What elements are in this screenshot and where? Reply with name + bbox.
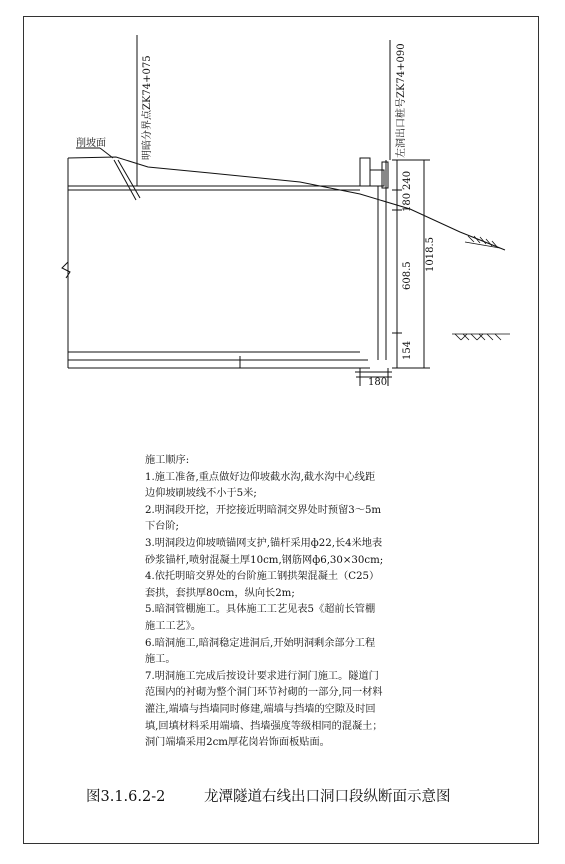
dim-180-horizontal: 180 <box>368 377 388 388</box>
dim-180-vertical: 180 <box>402 192 413 212</box>
dim-240: 240 <box>402 170 413 190</box>
notes-step-1: 1.施工准备,重点做好边仰坡截水沟,截水沟中心线距边仰坡刷坡线不小于5米; <box>145 471 376 500</box>
portal-cap <box>382 162 388 188</box>
portal-wall <box>360 158 370 186</box>
slope-face-label: 削坡面 <box>76 138 106 149</box>
notes-title: 施工顺序: <box>145 455 190 466</box>
notes-step-7: 7.明洞施工完成后按设计要求进行洞门施工。隧道门范围内的衬砌为整个洞门环节衬砌的一部分,同一材料灌注,端墙与挡墙同时修建,端墙与挡墙的空隙及时回填,回填材料采用端墙、挡墙强度等级相同的混凝土；洞门端墙采用2cm厚花岗岩饰面板贴面。 <box>145 670 383 749</box>
figure-title: 龙潭隧道右线出口洞口段纵断面示意图 <box>204 789 451 805</box>
figure-number: 图3.1.6.2-2 <box>86 789 166 805</box>
dim-1018: 1018.5 <box>425 237 436 272</box>
notes-step-3: 3.明洞段边仰坡喷锚网支护,锚杆采用ф22,长4米地表砂浆锚杆,喷射混凝土厚10cm,钢筋网ф6,30×30cm; <box>145 537 384 566</box>
notes-step-4: 4.依托明暗交界处的台阶施工钢拱架混凝土（C25）套拱，套拱厚80cm，纵向长2m; <box>145 571 380 599</box>
slope-cut-face <box>114 160 136 200</box>
figure-caption <box>86 785 506 806</box>
dim-608: 608.5 <box>402 261 413 290</box>
boundary-station-label: 明暗分界点ZK74+075 <box>142 55 153 160</box>
ground-hatch-lower <box>452 334 510 340</box>
notes-step-2: 2.明洞段开挖，开挖接近明暗洞交界处时预留3～5m下台阶; <box>145 504 382 533</box>
notes-step-5: 5.暗洞管棚施工。具体施工工艺见表5《超前长管棚施工工艺》。 <box>145 604 376 632</box>
tunnel-left-break <box>62 262 70 278</box>
construction-notes <box>145 453 385 752</box>
ground-line <box>68 157 505 250</box>
notes-step-6: 6.暗洞施工,暗洞稳定进洞后,开始明洞剩余部分工程施工。 <box>145 637 376 666</box>
dim-154: 154 <box>402 340 413 360</box>
portal-station-label: 左洞出口桩号ZK74+090 <box>396 43 407 158</box>
slope-leader <box>100 148 113 158</box>
